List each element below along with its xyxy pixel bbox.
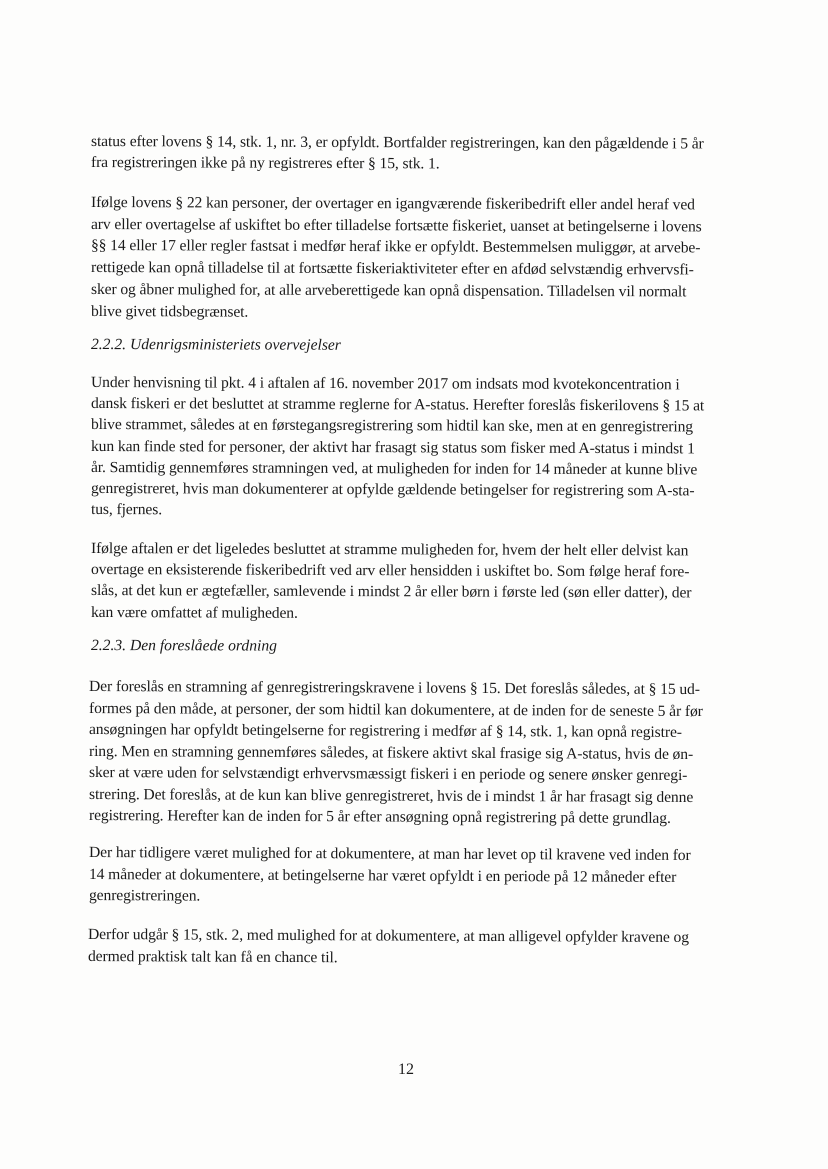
- paragraph-line: ring. Men en stramning gennemføres således, at fiskere aktivt skal frasige sig A-status, hvis de øn-: [88, 742, 694, 763]
- section-heading: 2.2.3. Den foreslåede ordning: [90, 637, 277, 655]
- paragraph-line: strering. Det foreslås, at de kun kan blive genregistreret, hvis de i mindst 1 år har frasagt sig denne: [88, 785, 694, 806]
- paragraph-line: dermed praktisk talt kan få en chance til.: [87, 947, 338, 966]
- paragraph-line: 14 måneder at dokumentere, at betingelserne har været opfyldt i en periode på 12 måneder efter: [88, 865, 677, 886]
- paragraph-line: Der foreslås en stramning af genregistreringskravene i lovens § 15. Det foreslås således, at § 15 ud-: [88, 678, 700, 699]
- paragraph-line: formes på den måde, at personer, der som hidtil kan dokumentere, at de inden for de seneste 5 år før: [88, 699, 703, 720]
- paragraph-line: Ifølge lovens § 22 kan personer, der overtager en igangværende fiskeribedrift eller andel heraf ved: [90, 194, 695, 214]
- paragraph-line: Ifølge aftalen er det ligeledes besluttet at stramme muligheden for, hvem der helt eller delvist kan: [90, 540, 689, 560]
- paragraph-line: genregistreringen.: [88, 887, 201, 905]
- paragraph-line: år. Samtidig gennemføres stramningen ved, at muligheden for inden for 14 måneder at kunne blive: [90, 458, 698, 479]
- section-heading: 2.2.2. Udenrigsministeriets overvejelser: [90, 336, 341, 354]
- paragraph-line: Der har tidligere været mulighed for at dokumentere, at man har levet op til kravene ved inden for: [88, 844, 691, 865]
- paragraph-line: tus, fjernes.: [90, 501, 163, 519]
- page-number: 12: [398, 1061, 414, 1078]
- paragraph-line: dansk fiskeri er det besluttet at stramme reglerne for A-status. Herefter foreslås fiskerilovens § 15 at: [90, 395, 705, 415]
- paragraph-line: §§ 14 eller 17 eller regler fastsat i medfør heraf ikke er opfyldt. Bestemmelsen muliggør, at arvebe-: [90, 237, 701, 257]
- paragraph-line: sker og åbner mulighed for, at alle arveberettigede kan opnå dispensation. Tilladelsen vil normalt: [90, 280, 687, 301]
- paragraph-line: fra registreringen ikke på ny registreres efter § 15, stk. 1.: [90, 154, 440, 173]
- paragraph-line: arv eller overtagelse af uskiftet bo efter tilladelse fortsætte fiskeriet, uanset at betingelserne i lovens: [90, 215, 702, 236]
- paragraph-line: blive givet tidsbegrænset.: [90, 302, 249, 321]
- paragraph-line: kan være omfattet af muligheden.: [90, 603, 298, 622]
- paragraph-line: sker at være uden for selvstændigt erhvervsmæssigt fiskeri i en periode og senere ønsker genregi-: [88, 764, 688, 784]
- paragraph-line: blive strammet, således at en førstegangsregistrering som hidtil kan ske, men at en genregistrering: [90, 416, 694, 436]
- paragraph-line: overtage en eksisterende fiskeribedrift ved arv eller hensidden i uskiftet bo. Som følge heraf fore-: [90, 561, 690, 581]
- paragraph-line: slås, at det kun er ægtefæller, samlevende i mindst 2 år eller børn i første led (søn eller datter), der: [90, 582, 692, 602]
- paragraph-line: Derfor udgår § 15, stk. 2, med mulighed for at dokumentere, at man alligevel opfylder kravene og: [87, 926, 690, 947]
- paragraph-line: ansøgningen har opfyldt betingelserne for registrering i medfør af § 14, stk. 1, kan opnå registre-: [88, 721, 682, 741]
- paragraph-line: Under henvisning til pkt. 4 i aftalen af 16. november 2017 om indsats mod kvotekoncentration i: [90, 374, 680, 394]
- paragraph-line: kun kan finde sted for personer, der aktivt har frasagt sig status som fisker med A-status i mindst 1: [90, 437, 695, 458]
- paragraph-line: genregistreret, hvis man dokumenterer at opfylde gældende betingelser for registrering som A-sta-: [90, 480, 695, 500]
- paragraph-line: rettigede kan opnå tilladelse til at fortsætte fiskeriaktiviteter efter en afdød selvstændig erhvervsfi-: [90, 259, 694, 279]
- paragraph-line: status efter lovens § 14, stk. 1, nr. 3, er opfyldt. Bortfalder registreringen, kan den pågældende i 5 år: [90, 133, 704, 153]
- paragraph-line: registrering. Herefter kan de inden for 5 år efter ansøgning opnå registrering på dette grundlag.: [88, 807, 671, 827]
